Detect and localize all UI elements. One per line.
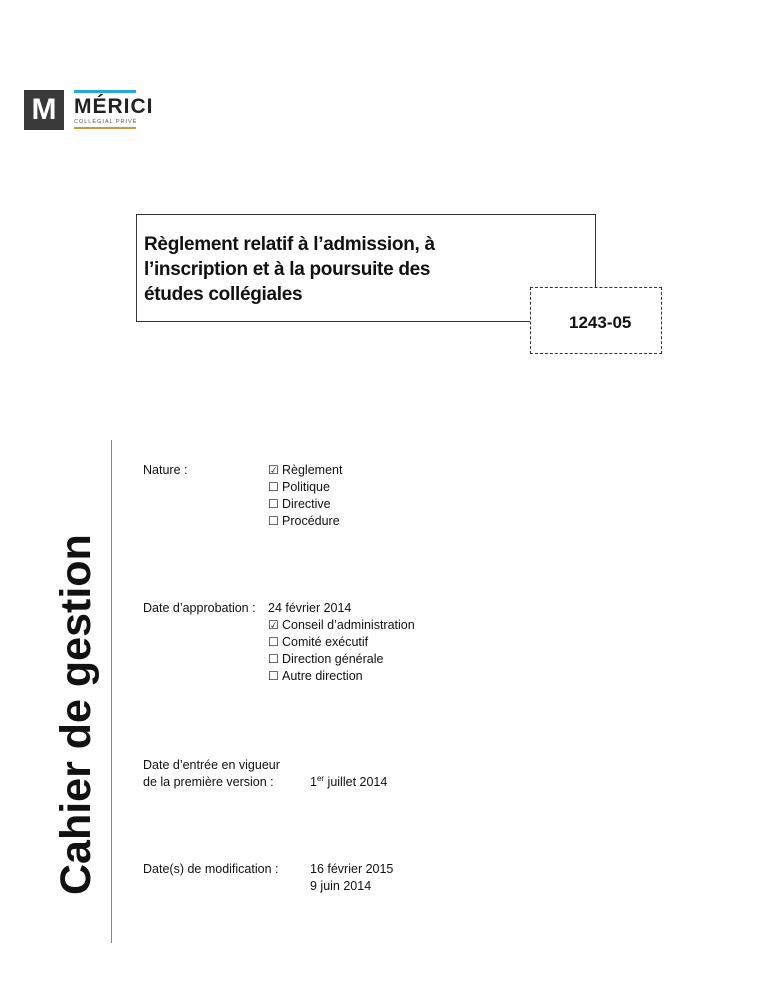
modification-dates — [310, 861, 393, 895]
entree-label-line1: Date d’entrée en vigueur — [143, 758, 280, 772]
approbation-block — [268, 600, 415, 685]
approbation-date: 24 février 2014 — [268, 601, 352, 615]
nature-option: ☑ Règlement — [268, 463, 343, 477]
document-title: Règlement relatif à l’admission, à l’inscription et à la poursuite des études collégiales — [144, 234, 435, 305]
document-code: 1243-05 — [569, 313, 632, 332]
modification-date: 16 février 2015 — [310, 862, 394, 876]
side-title: Cahier de gestion — [52, 534, 100, 895]
nature-label: Nature : — [143, 463, 188, 477]
logo-mark: M — [24, 90, 64, 130]
approbation-option: ☑ Conseil d’administration — [268, 618, 415, 632]
nature-option: ☐ Politique — [268, 480, 330, 494]
logo — [74, 90, 154, 129]
logo-tagline: COLLÉGIAL PRIVÉ — [74, 119, 138, 125]
checkbox-icon: ☐ — [268, 497, 279, 511]
nature-option: ☐ Procédure — [268, 514, 340, 528]
approbation-option: ☐ Comité exécutif — [268, 635, 369, 649]
entree-label — [143, 757, 280, 791]
nature-options — [268, 462, 342, 530]
approbation-option: ☐ Direction générale — [268, 652, 384, 666]
entree-label-line2: de la première version : — [143, 775, 274, 789]
approbation-label: Date d’approbation : — [143, 601, 256, 615]
logo-name: MÉRICI — [74, 95, 154, 118]
entree-date: 1er juillet 2014 — [310, 773, 388, 789]
checkbox-icon: ☐ — [268, 635, 279, 649]
vertical-divider — [111, 440, 112, 943]
checkbox-icon: ☑ — [268, 463, 279, 477]
checkbox-icon: ☐ — [268, 652, 279, 666]
approbation-option: ☐ Autre direction — [268, 669, 363, 683]
checkbox-icon: ☐ — [268, 480, 279, 494]
checkbox-icon: ☐ — [268, 669, 279, 683]
checkbox-icon: ☐ — [268, 514, 279, 528]
checkbox-icon: ☑ — [268, 618, 279, 632]
modification-date: 9 juin 2014 — [310, 879, 372, 893]
modification-label: Date(s) de modification : — [143, 862, 279, 876]
nature-option: ☐ Directive — [268, 497, 331, 511]
logo-underline — [74, 127, 136, 129]
logo-accent-bar — [74, 90, 136, 93]
